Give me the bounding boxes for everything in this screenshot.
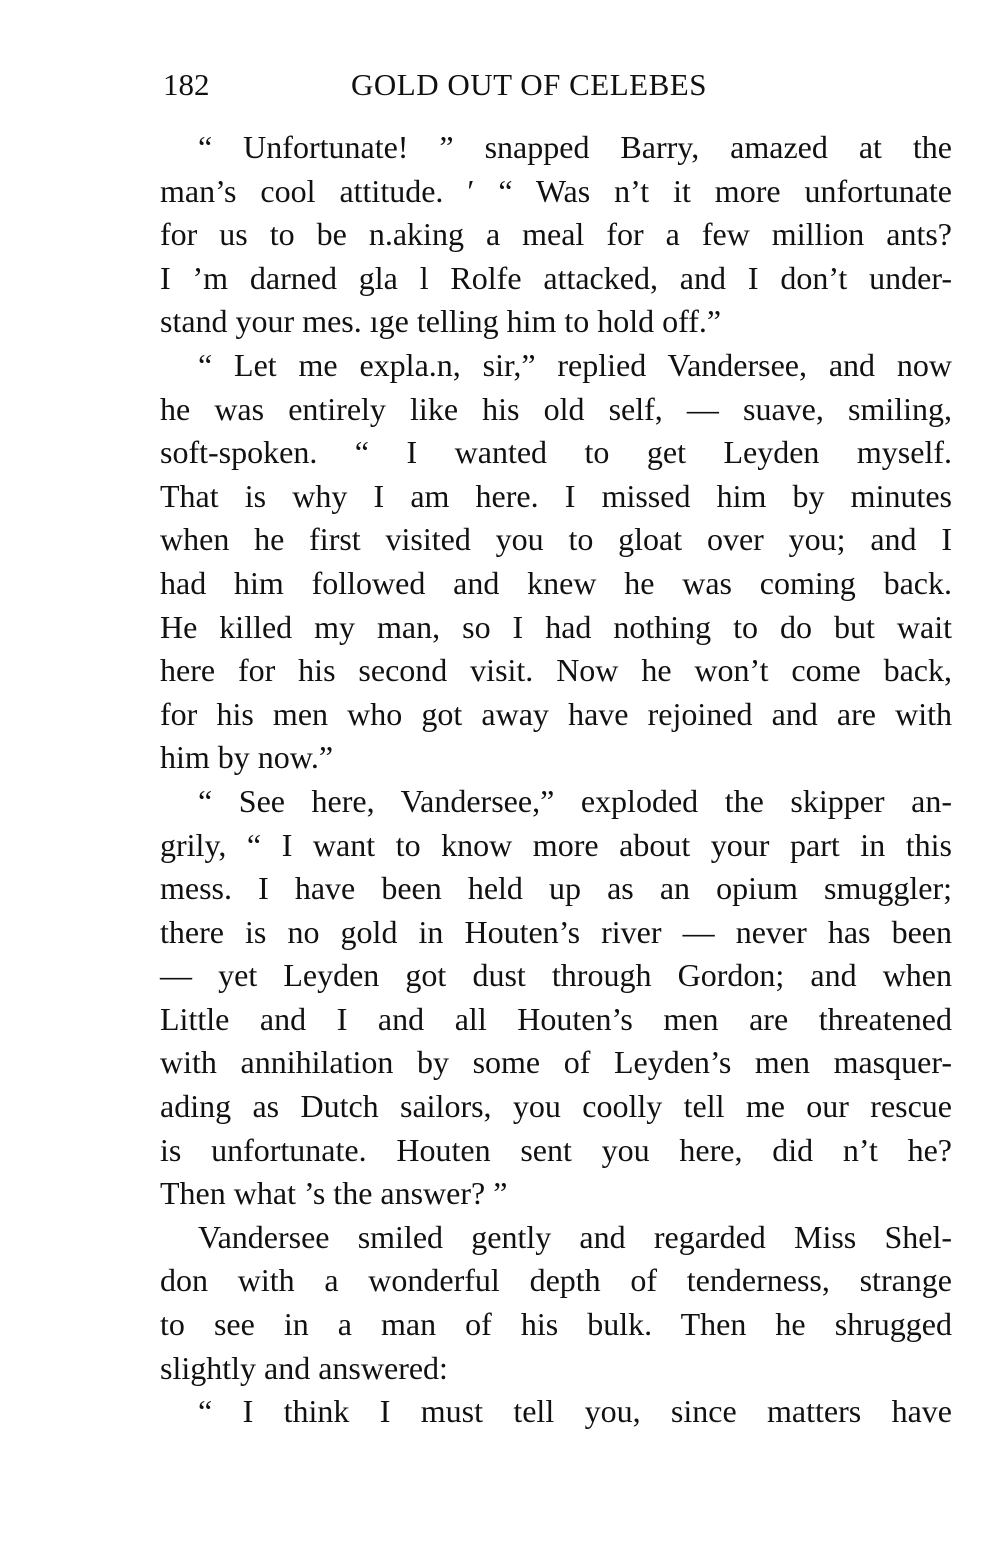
running-head	[163, 60, 953, 110]
text-line: “ Let me expla.n, sir,” replied Vandersee, and now	[198, 346, 952, 383]
text-line: there is no gold in Houten’s river — never has been	[160, 913, 952, 950]
text-line: That is why I am here. I missed him by minutes	[160, 477, 952, 514]
text-line: for his men who got away have rejoined and are with	[160, 695, 952, 732]
paragraph-3	[160, 780, 952, 1216]
running-title: GOLD OUT OF CELEBES	[351, 67, 707, 102]
page-number: 182	[163, 67, 210, 102]
paragraph-1	[160, 126, 952, 344]
text-line: soft-spoken. “ I wanted to get Leyden myself.	[160, 434, 952, 471]
text-line: when he first visited you to gloat over you; and I	[160, 521, 952, 558]
text-line: He killed my man, so I had nothing to do but wait	[160, 608, 952, 645]
text-line: “ Unfortunate! ” snapped Barry, amazed at the	[198, 129, 952, 165]
text-line: is unfortunate. Houten sent you here, did n’t he?	[160, 1131, 952, 1168]
text-line: ading as Dutch sailors, you coolly tell me our rescue	[160, 1088, 952, 1125]
paragraph-4	[160, 1216, 952, 1390]
text-line: “ See here, Vandersee,” exploded the skipper an-	[198, 782, 952, 819]
text-line: with annihilation by some of Leyden’s men masquer-	[160, 1044, 952, 1081]
text-line: for us to be n.aking a meal for a few million ants?	[160, 216, 952, 253]
text-line: grily, “ I want to know more about your part in this	[160, 826, 952, 863]
text-line: he was entirely like his old self, — suave, smiling,	[160, 390, 952, 427]
text-line: — yet Leyden got dust through Gordon; and when	[160, 957, 952, 994]
text-line: “ I think I must tell you, since matters have	[198, 1393, 952, 1430]
text-line: him by now.”	[160, 739, 334, 776]
text-line: I ’m darned gla l Rolfe attacked, and I don’t under-	[160, 259, 952, 296]
text-line: Vandersee smiled gently and regarded Miss Shel-	[198, 1218, 952, 1255]
text-line: here for his second visit. Now he won’t come back,	[160, 652, 952, 689]
text-line: man’s cool attitude. ′ “ Was n’t it more unfortunate	[160, 172, 952, 209]
text-line: to see in a man of his bulk. Then he shrugged	[160, 1306, 952, 1343]
paragraph-2	[160, 344, 952, 780]
text-line: don with a wonderful depth of tenderness, strange	[160, 1262, 952, 1299]
text-line: Little and I and all Houten’s men are threatened	[160, 1000, 952, 1037]
text-line: had him followed and knew he was coming back.	[160, 564, 952, 601]
text-line: Then what ’s the answer? ”	[160, 1175, 508, 1212]
paragraph-5	[160, 1390, 952, 1434]
text-line: stand your mes. ıge telling him to hold off.”	[160, 303, 722, 340]
text-line: mess. I have been held up as an opium smuggler;	[160, 870, 952, 907]
text-line: slightly and answered:	[160, 1349, 448, 1386]
body-text	[160, 126, 952, 1434]
